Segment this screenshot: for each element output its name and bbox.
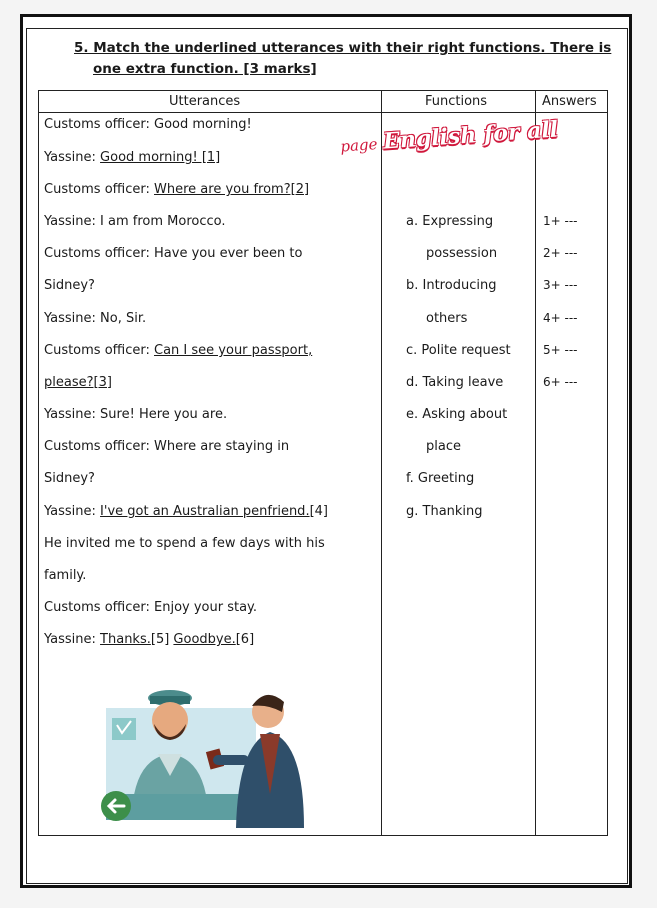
function-item: possession (426, 246, 498, 261)
utterance-line: Yassine: Thanks.[5] Goodbye.[6] (44, 632, 255, 647)
customs-scene-illustration (96, 690, 326, 830)
column-divider (381, 91, 382, 835)
function-item: e. Asking about (406, 407, 508, 422)
utterance-line: Yassine: I am from Morocco. (44, 214, 226, 229)
page-watermark: page English for all (339, 116, 559, 156)
utterance-line: He invited me to spend a few days with his (44, 536, 325, 551)
heading-line-1: 5. Match the underlined utterances with their right functions. There is (74, 40, 612, 56)
function-item: c. Polite request (406, 343, 511, 358)
function-item: place (426, 439, 461, 454)
heading-line-2: one extra function. [3 marks] (93, 61, 317, 77)
utterance-line: please?[3] (44, 375, 112, 390)
utterance-line: Customs officer: Good morning! (44, 117, 252, 132)
column-divider (535, 91, 536, 835)
function-item: a. Expressing (406, 214, 494, 229)
function-item: others (426, 311, 468, 326)
function-item: b. Introducing (406, 278, 497, 293)
utterance-line: Yassine: No, Sir. (44, 311, 147, 326)
utterance-line: Sidney? (44, 278, 95, 293)
exercise-heading (74, 38, 614, 80)
function-item: f. Greeting (406, 471, 475, 486)
utterance-line: Yassine: Good morning! [1] (44, 150, 221, 165)
answer-slot[interactable]: 4+ --- (543, 311, 578, 325)
utterance-line: Yassine: I've got an Australian penfriend.[4] (44, 504, 328, 519)
header-divider (39, 112, 607, 113)
answer-slot[interactable]: 2+ --- (543, 246, 578, 260)
header-functions: Functions (425, 94, 488, 109)
answer-slot[interactable]: 3+ --- (543, 278, 578, 292)
header-answers: Answers (542, 94, 597, 109)
utterance-line: Customs officer: Enjoy your stay. (44, 600, 258, 615)
answer-slot[interactable]: 1+ --- (543, 214, 578, 228)
header-utterances: Utterances (169, 94, 241, 109)
utterance-line: Customs officer: Where are you from?[2] (44, 182, 310, 197)
utterance-line: Customs officer: Where are staying in (44, 439, 290, 454)
utterance-line: Customs officer: Can I see your passport, (44, 343, 313, 358)
utterance-line: family. (44, 568, 87, 583)
answer-slot[interactable]: 5+ --- (543, 343, 578, 357)
function-item: g. Thanking (406, 504, 483, 519)
utterance-line: Yassine: Sure! Here you are. (44, 407, 228, 422)
utterance-line: Sidney? (44, 471, 95, 486)
utterance-line: Customs officer: Have you ever been to (44, 246, 303, 261)
answer-slot[interactable]: 6+ --- (543, 375, 578, 389)
function-item: d. Taking leave (406, 375, 504, 390)
